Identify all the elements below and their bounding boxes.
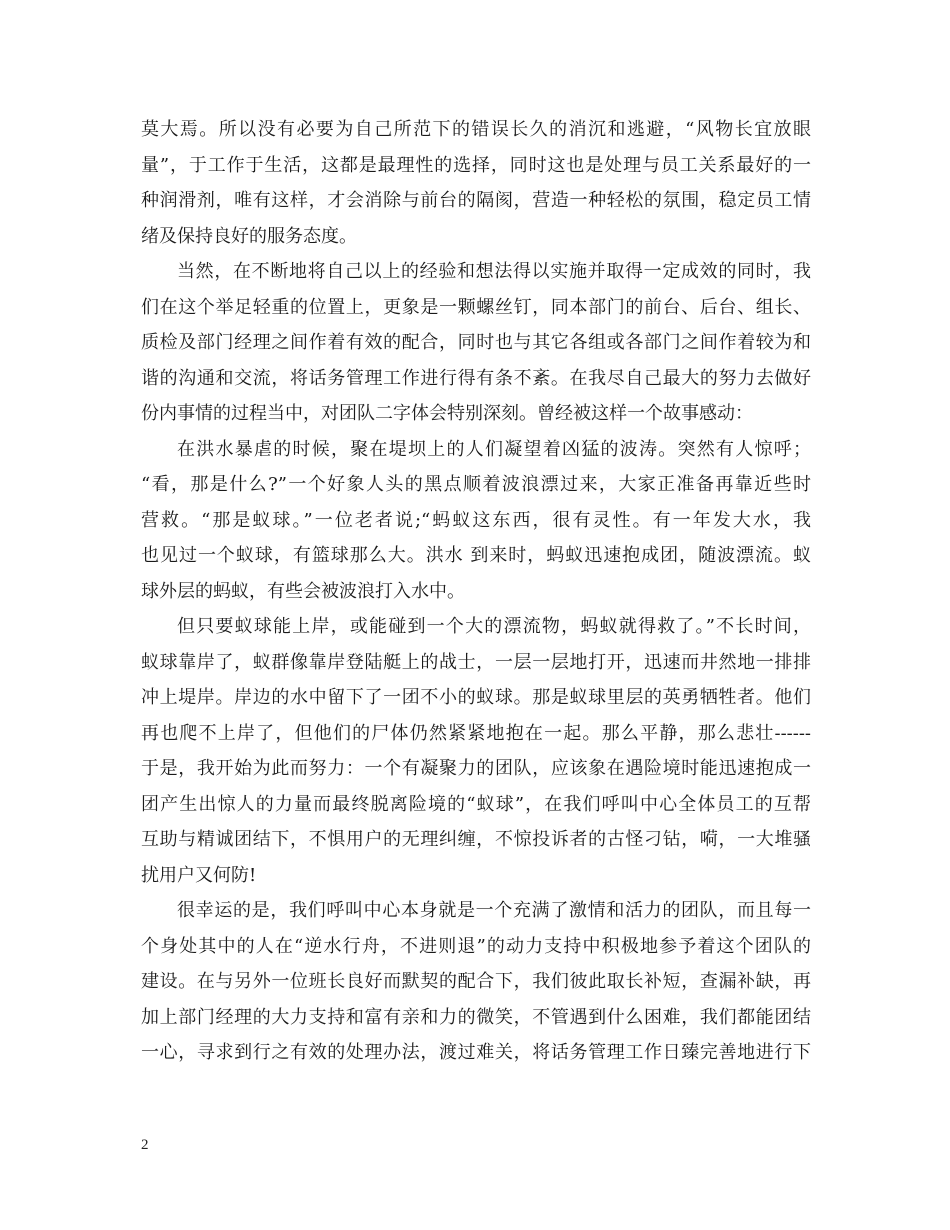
text-line: 扰用户又何防! (141, 864, 257, 886)
text-line: 团产生出惊人的力量而最终脱离险境的“蚁球”，在我们呼叫中心全体员工的互帮 (141, 793, 811, 815)
page-number: 2 (141, 1137, 149, 1153)
paragraph (141, 893, 811, 1071)
text-line: 也见过一个蚁球，有篮球那么大。洪水 到来时，蚂蚁迅速抱成团，随波漂流。蚁 (141, 545, 811, 566)
text-line: 冲上堤岸。岸边的水中留下了一团不小的蚁球。那是蚁球里层的英勇牺牲者。他们 (141, 687, 811, 708)
text-line: 们在这个举足轻重的位置上，更象是一颗螺丝钉，同本部门的前台、后台、组长、 (141, 296, 811, 318)
text-line: 在洪水暴虐的时候，聚在堤坝上的人们凝望着凶猛的波涛。突然有人惊呼； (177, 438, 811, 460)
paragraph (141, 112, 811, 254)
paragraph (141, 254, 811, 432)
text-line: 但只要蚁球能上岸，或能碰到一个大的漂流物，蚂蚁就得救了。”不长时间， (177, 616, 811, 637)
document-body (141, 112, 811, 1071)
text-line: 个身处其中的人在“逆水行舟，不进则退”的动力支持中积极地参予着这个团队的 (141, 935, 811, 957)
text-line: 当然，在不断地将自己以上的经验和想法得以实施并取得一定成效的同时，我 (177, 261, 811, 282)
text-line: “看，那是什么?”一个好象人头的黑点顺着波浪漂过来，大家正准备再靠近些时 (141, 474, 811, 495)
text-line: 很幸运的是，我们呼叫中心本身就是一个充满了激情和活力的团队，而且每一 (177, 900, 811, 921)
text-line: 互助与精诚团结下，不惧用户的无理纠缠，不惊投诉者的古怪刁钻，嗬，一大堆骚 (141, 829, 811, 850)
text-line: 谐的沟通和交流，将话务管理工作进行得有条不紊。在我尽自己最大的努力去做好 (141, 367, 811, 389)
text-line: 种润滑剂，唯有这样，才会消除与前台的隔阂，营造一种轻松的氛围，稳定员工情 (141, 190, 811, 211)
paragraph (141, 432, 811, 610)
text-line: 建设。在与另外一位班长良好而默契的配合下，我们彼此取长补短，查漏补缺，再 (141, 971, 811, 992)
text-line: 再也爬不上岸了，但他们的尸体仍然紧紧地抱在一起。那么平静，那么悲壮------ (141, 722, 811, 744)
text-line: 莫大焉。所以没有必要为自己所范下的错误长久的消沉和逃避，“风物长宜放眼 (141, 119, 811, 140)
text-line: 份内事情的过程当中，对团队二字体会特别深刻。曾经被这样一个故事感动： (141, 403, 753, 424)
text-line: 绪及保持良好的服务态度。 (141, 225, 357, 247)
text-line: 蚁球靠岸了，蚁群像靠岸登陆艇上的战士，一层一层地打开，迅速而井然地一排排 (141, 651, 811, 673)
text-line: 量”，于工作于生活，这都是最理性的选择，同时这也是处理与员工关系最好的一 (141, 154, 811, 176)
text-line: 球外层的蚂蚁，有些会被波浪打入水中。 (141, 580, 465, 602)
text-line: 一心，寻求到行之有效的处理办法，渡过难关，将话务管理工作日臻完善地进行下 (141, 1042, 811, 1063)
text-line: 加上部门经理的大力支持和富有亲和力的微笑，不管遇到什么困难，我们都能团结 (141, 1006, 811, 1028)
paragraph (141, 609, 811, 893)
text-line: 质检及部门经理之间作着有效的配合，同时也与其它各组或各部门之间作着较为和 (141, 332, 811, 353)
text-line: 于是，我开始为此而努力：一个有凝聚力的团队，应该象在遇险境时能迅速抱成一 (141, 758, 811, 779)
text-line: 营救。“那是蚁球。”一位老者说;“蚂蚁这东西，很有灵性。有一年发大水，我 (141, 509, 811, 531)
